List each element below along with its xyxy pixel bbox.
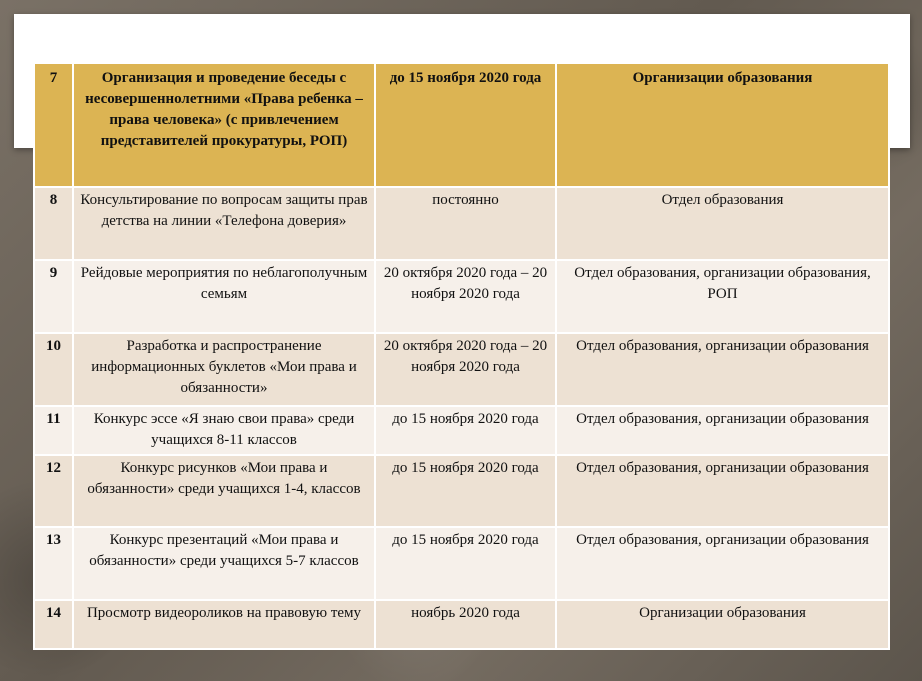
row-number: 14 [34, 600, 73, 649]
row-number: 10 [34, 333, 73, 406]
responsible-cell: Отдел образования, организации образования [556, 333, 889, 406]
deadline-cell: до 15 ноября 2020 года [375, 455, 556, 527]
table-row [34, 63, 889, 187]
deadline-cell: постоянно [375, 187, 556, 260]
events-plan-table [33, 62, 890, 650]
table-row [34, 406, 889, 455]
deadline-cell: до 15 ноября 2020 года [375, 527, 556, 600]
event-cell: Конкурс презентаций «Мои права и обязанности» среди учащихся 5-7 классов [73, 527, 375, 600]
event-cell: Консультирование по вопросам защиты прав детства на линии «Телефона доверия» [73, 187, 375, 260]
responsible-cell: Организации образования [556, 600, 889, 649]
table-row [34, 527, 889, 600]
deadline-cell: до 15 ноября 2020 года [375, 406, 556, 455]
responsible-cell: Отдел образования [556, 187, 889, 260]
table-row [34, 333, 889, 406]
table-row [34, 600, 889, 649]
event-cell: Просмотр видеороликов на правовую тему [73, 600, 375, 649]
deadline-cell: 20 октября 2020 года – 20 ноября 2020 года [375, 260, 556, 333]
event-cell: Конкурс эссе «Я знаю свои права» среди учащихся 8-11 классов [73, 406, 375, 455]
table-row [34, 187, 889, 260]
table-row [34, 260, 889, 333]
row-number: 11 [34, 406, 73, 455]
responsible-cell: Отдел образования, организации образования, РОП [556, 260, 889, 333]
row-number: 7 [34, 63, 73, 187]
row-number: 9 [34, 260, 73, 333]
event-cell: Разработка и распространение информационных буклетов «Мои права и обязанности» [73, 333, 375, 406]
event-cell: Конкурс рисунков «Мои права и обязанности» среди учащихся 1-4, классов [73, 455, 375, 527]
event-cell: Рейдовые мероприятия по неблагополучным семьям [73, 260, 375, 333]
table-row [34, 455, 889, 527]
deadline-cell: до 15 ноября 2020 года [375, 63, 556, 187]
row-number: 12 [34, 455, 73, 527]
row-number: 13 [34, 527, 73, 600]
row-number: 8 [34, 187, 73, 260]
responsible-cell: Отдел образования, организации образования [556, 455, 889, 527]
deadline-cell: 20 октября 2020 года – 20 ноября 2020 года [375, 333, 556, 406]
responsible-cell: Организации образования [556, 63, 889, 187]
responsible-cell: Отдел образования, организации образования [556, 527, 889, 600]
deadline-cell: ноябрь 2020 года [375, 600, 556, 649]
event-cell: Организация и проведение беседы с несовершеннолетними «Права ребенка – права человека» (с привлечением представителей прокуратуры, РОП) [73, 63, 375, 187]
responsible-cell: Отдел образования, организации образования [556, 406, 889, 455]
